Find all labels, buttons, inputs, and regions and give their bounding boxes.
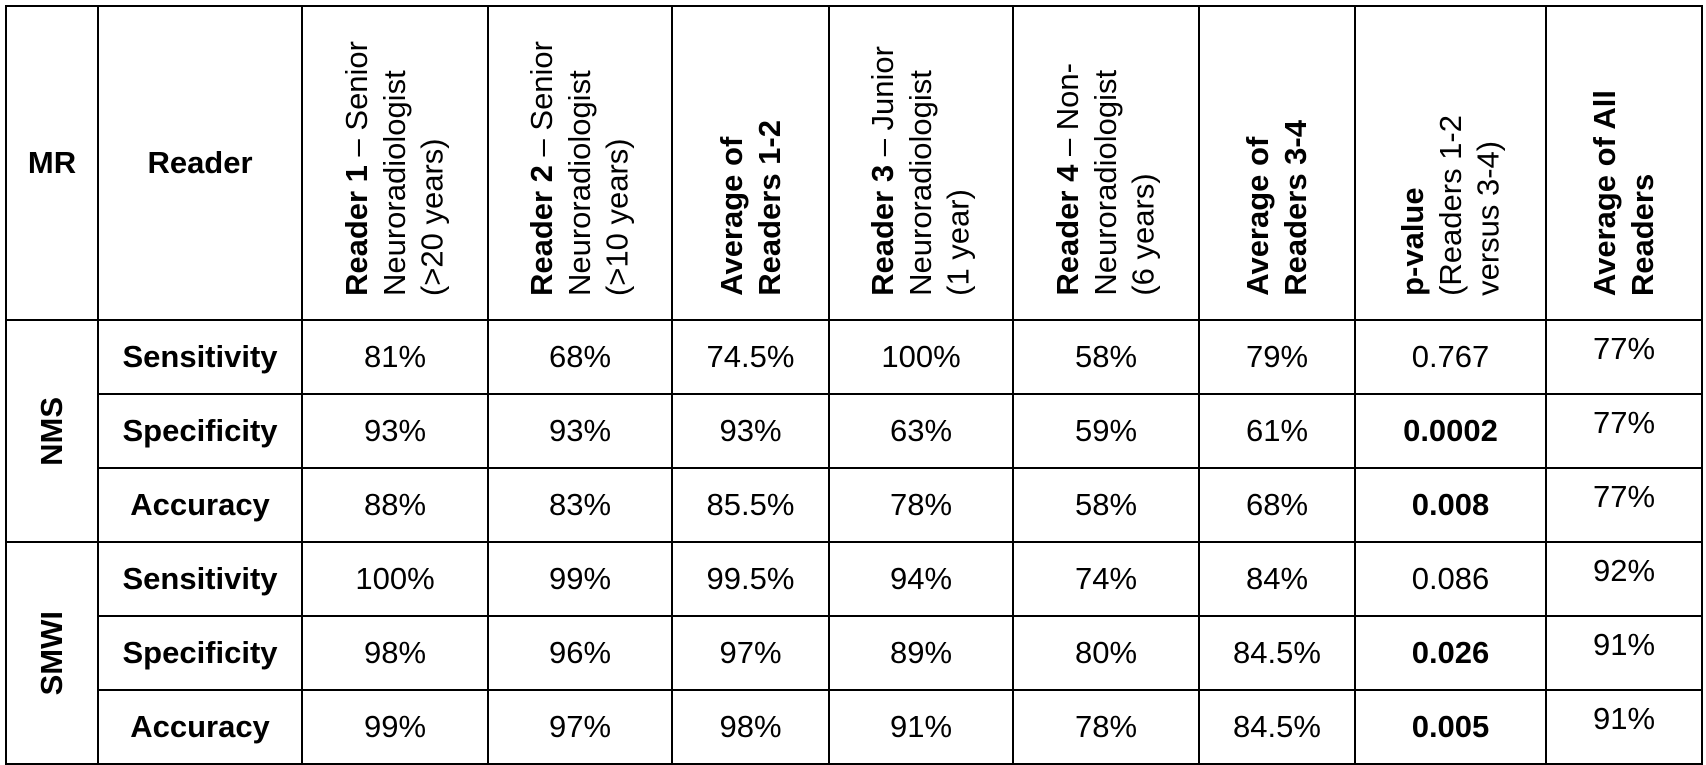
header-average-12-line1: Average of xyxy=(713,136,749,296)
cell-average-12: 99.5% xyxy=(672,542,829,616)
metric-label: Accuracy xyxy=(98,468,302,542)
cell-reader-1: 88% xyxy=(302,468,488,542)
header-p-value-line2: (Readers 1-2 xyxy=(1432,115,1468,296)
cell-average-12: 98% xyxy=(672,690,829,764)
header-reader-3-name: Reader 3 xyxy=(865,165,901,296)
header-reader-4-title: Neuroradiologist xyxy=(1088,70,1124,296)
cell-average-12: 85.5% xyxy=(672,468,829,542)
group-label: SMWI xyxy=(34,610,70,696)
cell-average-all: 91% xyxy=(1546,616,1702,690)
header-reader-1-experience: (>20 years) xyxy=(414,138,450,296)
header-average-34-line1: Average of xyxy=(1240,136,1276,296)
cell-reader-4: 74% xyxy=(1013,542,1199,616)
cell-average-all: 92% xyxy=(1546,542,1702,616)
table-row xyxy=(6,394,1702,468)
header-average-readers-3-4 xyxy=(1199,6,1355,320)
header-reader-3 xyxy=(829,6,1013,320)
cell-average-34: 68% xyxy=(1199,468,1355,542)
header-reader-4-role: – Non- xyxy=(1050,63,1086,166)
cell-reader-1: 93% xyxy=(302,394,488,468)
cell-reader-4: 58% xyxy=(1013,320,1199,394)
cell-average-34: 79% xyxy=(1199,320,1355,394)
metric-label: Specificity xyxy=(98,616,302,690)
cell-average-12: 93% xyxy=(672,394,829,468)
header-reader-1-role: – Senior xyxy=(339,40,375,166)
header-average-all-line2: Readers xyxy=(1625,173,1660,296)
cell-average-12: 74.5% xyxy=(672,320,829,394)
cell-p-value: 0.008 xyxy=(1355,468,1546,542)
cell-average-all: 77% xyxy=(1546,468,1702,542)
metric-label: Accuracy xyxy=(98,690,302,764)
header-reader-1-name: Reader 1 xyxy=(339,165,375,296)
header-reader-3-title: Neuroradiologist xyxy=(903,70,939,296)
header-reader-4-name: Reader 4 xyxy=(1050,165,1086,296)
header-reader-4 xyxy=(1013,6,1199,320)
cell-reader-3: 100% xyxy=(829,320,1013,394)
cell-average-34: 84% xyxy=(1199,542,1355,616)
header-average-12-line2: Readers 1-2 xyxy=(751,120,787,296)
cell-reader-1: 81% xyxy=(302,320,488,394)
metric-label: Specificity xyxy=(98,394,302,468)
table-row xyxy=(6,468,1702,542)
cell-average-all: 77% xyxy=(1546,320,1702,394)
cell-average-34: 84.5% xyxy=(1199,616,1355,690)
header-average-readers-1-2 xyxy=(672,6,829,320)
cell-p-value: 0.026 xyxy=(1355,616,1546,690)
metric-label: Sensitivity xyxy=(98,542,302,616)
header-reader-3-role: – Junior xyxy=(865,46,901,166)
cell-p-value: 0.0002 xyxy=(1355,394,1546,468)
cell-p-value: 0.767 xyxy=(1355,320,1546,394)
cell-reader-1: 98% xyxy=(302,616,488,690)
group-smwi xyxy=(6,542,98,764)
metric-label: Sensitivity xyxy=(98,320,302,394)
cell-reader-2: 99% xyxy=(488,542,672,616)
cell-average-12: 97% xyxy=(672,616,829,690)
cell-average-all: 77% xyxy=(1546,394,1702,468)
cell-reader-1: 100% xyxy=(302,542,488,616)
cell-reader-2: 83% xyxy=(488,468,672,542)
results-table xyxy=(5,5,1703,765)
cell-reader-2: 93% xyxy=(488,394,672,468)
header-reader-4-experience: (6 years) xyxy=(1125,173,1161,296)
header-reader-1-title: Neuroradiologist xyxy=(377,70,413,296)
header-reader-2 xyxy=(488,6,672,320)
header-p-value xyxy=(1355,6,1546,320)
cell-reader-2: 68% xyxy=(488,320,672,394)
cell-reader-1: 99% xyxy=(302,690,488,764)
header-reader-1 xyxy=(302,6,488,320)
header-mr: MR xyxy=(6,6,98,320)
header-average-34-line2: Readers 3-4 xyxy=(1278,120,1313,296)
cell-reader-3: 63% xyxy=(829,394,1013,468)
cell-reader-2: 96% xyxy=(488,616,672,690)
header-reader: Reader xyxy=(98,6,302,320)
header-average-all-line1: Average of All xyxy=(1587,89,1623,296)
table-row xyxy=(6,690,1702,764)
cell-average-all: 91% xyxy=(1546,690,1702,764)
cell-p-value: 0.005 xyxy=(1355,690,1546,764)
header-p-value-line3: versus 3-4) xyxy=(1470,140,1506,296)
cell-reader-4: 78% xyxy=(1013,690,1199,764)
header-average-all-readers xyxy=(1546,6,1702,320)
header-reader-2-name: Reader 2 xyxy=(524,165,560,296)
cell-reader-3: 94% xyxy=(829,542,1013,616)
header-reader-2-experience: (>10 years) xyxy=(599,138,635,296)
table-row xyxy=(6,320,1702,394)
group-nms xyxy=(6,320,98,542)
cell-reader-3: 91% xyxy=(829,690,1013,764)
cell-reader-4: 58% xyxy=(1013,468,1199,542)
cell-reader-4: 80% xyxy=(1013,616,1199,690)
cell-p-value: 0.086 xyxy=(1355,542,1546,616)
table-row xyxy=(6,542,1702,616)
cell-reader-3: 89% xyxy=(829,616,1013,690)
header-row xyxy=(6,6,1702,320)
header-reader-2-role: – Senior xyxy=(524,40,560,166)
group-label: NMS xyxy=(34,396,70,466)
cell-average-34: 61% xyxy=(1199,394,1355,468)
cell-reader-2: 97% xyxy=(488,690,672,764)
cell-reader-4: 59% xyxy=(1013,394,1199,468)
cell-average-34: 84.5% xyxy=(1199,690,1355,764)
header-reader-2-title: Neuroradiologist xyxy=(562,70,598,296)
header-p-value-name: p-value xyxy=(1394,187,1430,296)
cell-reader-3: 78% xyxy=(829,468,1013,542)
header-reader-3-experience: (1 year) xyxy=(940,189,976,296)
table-row xyxy=(6,616,1702,690)
